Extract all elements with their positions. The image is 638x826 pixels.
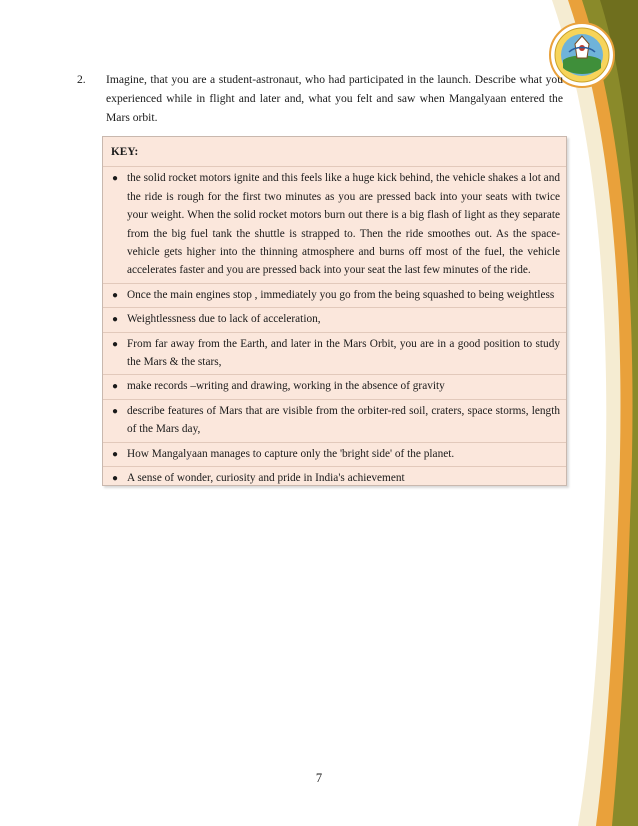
key-item-text: A sense of wonder, curiosity and pride in India's achievement	[127, 472, 405, 485]
bullet-icon: ●	[112, 473, 119, 485]
key-item	[103, 333, 566, 376]
key-list	[103, 167, 566, 490]
bullet-icon: ●	[112, 448, 119, 460]
question-text: Imagine, that you are a student-astronaut, who had participated in the launch. Describe what you experienced while in flight and later and, what you felt and saw when Mangalyaan entered the Mars orbit.	[106, 73, 563, 124]
key-item-text: Weightlessness due to lack of acceleration,	[127, 313, 321, 326]
key-item	[103, 375, 566, 399]
bullet-icon: ●	[112, 405, 119, 417]
bullet-icon: ●	[112, 314, 119, 326]
bullet-icon: ●	[112, 289, 119, 301]
bullet-icon: ●	[112, 381, 119, 393]
question-number: 2.	[77, 73, 86, 86]
key-item	[103, 400, 566, 443]
key-item	[103, 167, 566, 283]
bullet-icon: ●	[112, 173, 119, 185]
key-item	[103, 467, 566, 490]
key-item-text: the solid rocket motors ignite and this feels like a huge kick behind, the vehicle shakes a lot and the ride is rough for the first two minutes as you are pressed back into your seats with twice your weight. When the solid rocket motors burn out there is a big flash of light as they separate from the big fuel tank the shuttle is strapped to. Then the ride smoothes out. As the space-vehicle gets higher into the thinning atmosphere and burns off most of the fuel, the vehicle accelerates faster and you are pressed back into your seat the last few minutes of the ride.	[127, 172, 560, 277]
key-item-text: describe features of Mars that are visible from the orbiter-red soil, craters, space storms, length of the Mars day,	[127, 404, 560, 436]
key-item-text: How Mangalyaan manages to capture only the 'bright side' of the planet.	[127, 447, 455, 460]
key-item	[103, 284, 566, 308]
key-item-text: Once the main engines stop , immediately you go from the being squashed to being weightless	[127, 288, 555, 301]
question-block	[77, 70, 563, 127]
page-number: 7	[315, 771, 323, 785]
key-label: KEY:	[103, 137, 566, 167]
key-item-text: From far away from the Earth, and later in the Mars Orbit, you are in a good position to study the Mars & the stars,	[127, 337, 560, 369]
answer-key-box	[102, 136, 567, 486]
key-item	[103, 443, 566, 467]
bullet-icon: ●	[112, 338, 119, 350]
key-item	[103, 308, 566, 332]
key-item-text: make records –writing and drawing, working in the absence of gravity	[127, 380, 445, 393]
